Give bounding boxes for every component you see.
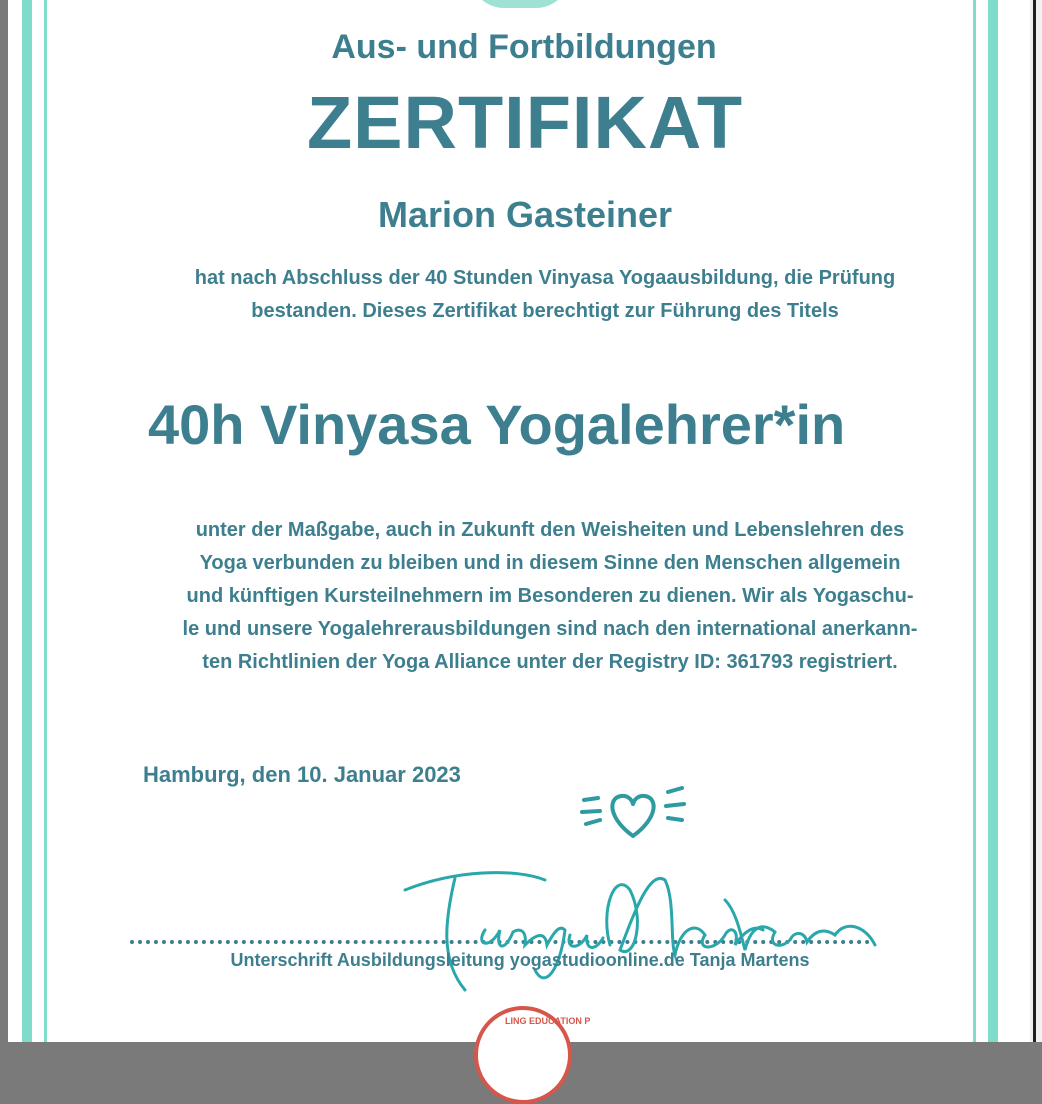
body-line: unter der Maßgabe, auch in Zukunft den Weisheiten und Lebenslehren des xyxy=(195,519,905,541)
signature-caption: Unterschrift Ausbildungsleitung yogastudioonline.de Tanja Martens xyxy=(230,950,810,970)
signature-name: Tanja Martens xyxy=(645,990,652,991)
page-edge xyxy=(1030,0,1042,1042)
degree-title: 40h Vinyasa Yogalehrer*in xyxy=(148,393,846,456)
intro-line: hat nach Abschluss der 40 Stunden Vinyasa Yogaausbildung, die Prüfung xyxy=(194,267,896,289)
certificate-title: ZERTIFIKAT xyxy=(306,81,744,164)
body-line: Yoga verbunden zu bleiben und in diesem Sinne den Menschen allgemein xyxy=(199,552,901,574)
certificate-subtitle: Aus- und Fortbildungen xyxy=(331,28,717,66)
body-line: und künftigen Kursteilnehmern im Besonderen zu dienen. Wir als Yogaschu- xyxy=(186,585,914,607)
date-place: Hamburg, den 10. Januar 2023 xyxy=(143,762,461,787)
border-left-outer xyxy=(22,0,32,1042)
heart-icon xyxy=(578,784,688,844)
scrollbar-edge xyxy=(1033,0,1036,1042)
body-line: ten Richtlinien der Yoga Alliance unter der Registry ID: 361793 registriert. xyxy=(202,651,898,673)
recipient-name: Marion Gasteiner xyxy=(377,194,673,235)
body-text xyxy=(110,514,990,679)
intro-text xyxy=(120,262,970,328)
seal-text: LING EDUCATION P xyxy=(505,1016,591,1026)
intro-line: bestanden. Dieses Zertifikat berechtigt zur Führung des Titels xyxy=(251,300,839,322)
signature-image xyxy=(395,850,895,1000)
body-line: le und unsere Yogalehrerausbildungen sind nach den international anerkann- xyxy=(182,618,918,640)
